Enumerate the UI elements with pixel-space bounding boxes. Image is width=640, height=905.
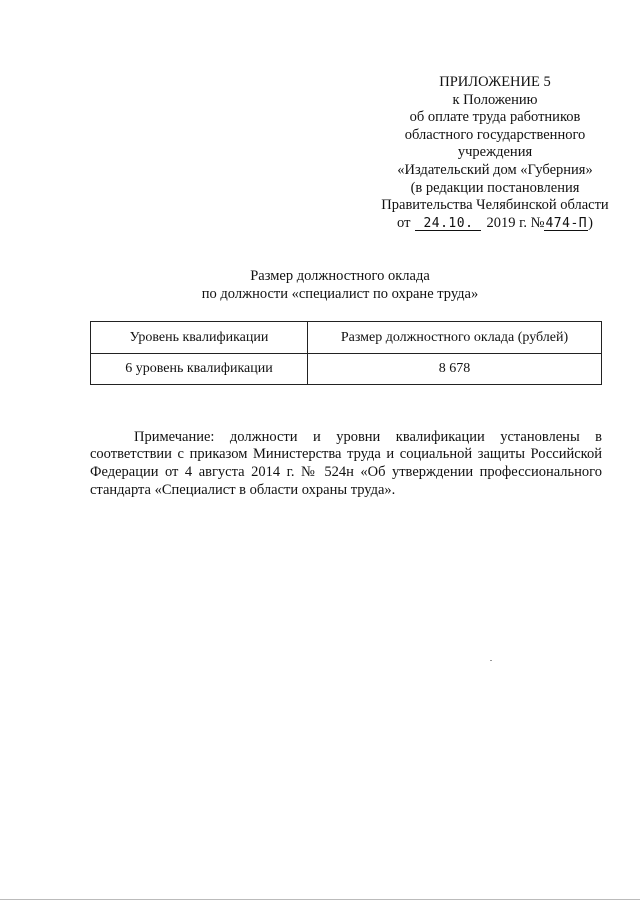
appendix-line: учреждения (457, 144, 533, 161)
title-line-1: Размер должностного оклада (250, 268, 430, 284)
document-title (130, 268, 550, 303)
appendix-header (340, 74, 640, 232)
header-cell-level: Уровень квалификации (91, 322, 308, 354)
scan-bottom-edge (0, 899, 640, 900)
cell-level: 6 уровень квалификации (91, 354, 308, 385)
title-line-2: по должности «специалист по охране труда» (201, 285, 479, 302)
appendix-line: областного государственного (404, 126, 586, 143)
number-prefix: № (530, 214, 545, 231)
appendix-line: об оплате труда работников (409, 109, 581, 126)
cell-salary: 8 678 (308, 354, 602, 385)
appendix-line: «Издательский дом «Губерния» (397, 161, 593, 178)
note-paragraph: Примечание: должности и уровни квалификации установлены в соответствии с приказом Министерства труда и социальной защиты Российской Федерации от 4 августа 2014 г. № 524н «Об утверждении профессионального стандарта «Специалист в области охраны труда». (90, 428, 602, 498)
appendix-line: к Положению (452, 91, 538, 108)
appendix-line: (в редакции постановления (410, 179, 580, 196)
date-prefix: от (397, 214, 411, 231)
salary-table (90, 321, 602, 385)
handwritten-number: 474-П (545, 215, 588, 231)
handwritten-date: 24.10. (415, 217, 481, 231)
appendix-line: Правительства Челябинской области (381, 197, 609, 214)
year-text: 2019 г. (486, 214, 527, 231)
scan-speck (490, 660, 492, 661)
appendix-title: ПРИЛОЖЕНИЕ 5 (439, 74, 551, 90)
resolution-date-line (340, 215, 640, 233)
closing-paren: ) (588, 214, 593, 231)
table-header-row (91, 322, 602, 354)
header-cell-salary: Размер должностного оклада (рублей) (308, 322, 602, 354)
table-row (91, 354, 602, 385)
